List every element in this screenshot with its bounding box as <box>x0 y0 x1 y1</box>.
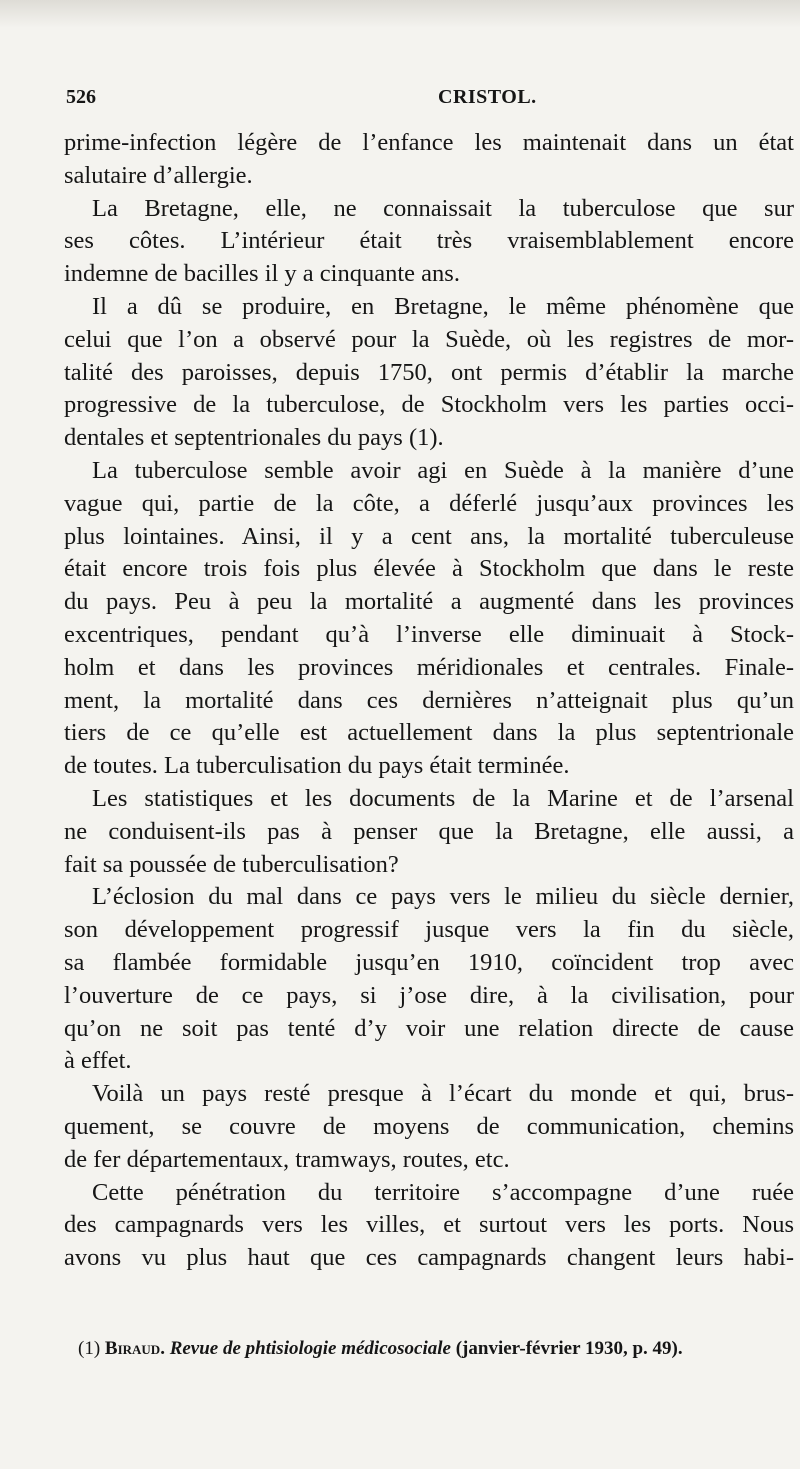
page-header <box>66 86 766 116</box>
text-line: qu’on ne soit pas tenté d’y voir une relation directe de cause <box>64 1014 794 1042</box>
text-line: La Bretagne, elle, ne connaissait la tuberculose que sur <box>92 194 794 222</box>
text-line: Voilà un pays resté presque à l’écart du monde et qui, brus- <box>92 1080 794 1108</box>
footnote-author: Biraud. <box>104 1338 165 1359</box>
text-line: avons vu plus haut que ces campagnards changent leurs habi- <box>64 1244 794 1272</box>
text-line: de toutes. La tuberculisation du pays était terminée. <box>64 752 570 780</box>
text-line: Cette pénétration du territoire s’accompagne d’une ruée <box>92 1178 794 1206</box>
footnote-title: Revue de phtisiologie médicosociale <box>169 1338 451 1359</box>
page-number: 526 <box>66 86 96 108</box>
running-head: CRISTOL. <box>438 86 537 108</box>
text-line: vague qui, partie de la côte, a déferlé jusqu’aux provinces les <box>64 489 794 517</box>
text-line: du pays. Peu à peu la mortalité a augmenté dans les provinces <box>64 588 794 616</box>
text-line: salutaire d’allergie. <box>64 161 253 189</box>
text-line: fait sa poussée de tuberculisation? <box>64 850 399 878</box>
text-line: Les statistiques et les documents de la Marine et de l’arsenal <box>92 784 794 812</box>
text-line: dentales et septentrionales du pays (1). <box>64 424 444 452</box>
text-line: talité des paroisses, depuis 1750, ont permis d’établir la marche <box>64 358 794 386</box>
text-line: ses côtes. L’intérieur était très vraisemblablement encore <box>64 227 794 255</box>
text-line: l’ouverture de ce pays, si j’ose dire, à la civilisation, pour <box>64 981 794 1009</box>
text-line: excentriques, pendant qu’à l’inverse elle diminuait à Stock- <box>64 620 794 648</box>
footnote <box>78 1338 778 1360</box>
text-line: celui que l’on a observé pour la Suède, où les registres de mor- <box>64 325 794 353</box>
text-line: tiers de ce qu’elle est actuellement dans la plus septentrionale <box>64 719 794 747</box>
text-line: L’éclosion du mal dans ce pays vers le milieu du siècle dernier, <box>92 883 794 911</box>
text-line: quement, se couvre de moyens de communication, chemins <box>64 1112 794 1140</box>
footnote-marker: (1) <box>78 1338 101 1359</box>
text-line: des campagnards vers les villes, et surtout vers les ports. Nous <box>64 1211 794 1239</box>
text-line: ne conduisent-ils pas à penser que la Bretagne, elle aussi, a <box>64 817 794 845</box>
text-line: sa flambée formidable jusqu’en 1910, coïncident trop avec <box>64 948 794 976</box>
text-line: était encore trois fois plus élevée à Stockholm que dans le reste <box>64 555 794 583</box>
text-line: ment, la mortalité dans ces dernières n’atteignait plus qu’un <box>64 686 794 714</box>
footnote-details: (janvier-février 1930, p. 49). <box>455 1338 683 1359</box>
text-line: progressive de la tuberculose, de Stockholm vers les parties occi- <box>64 391 794 419</box>
scan-shadow <box>0 0 800 28</box>
text-line: de fer départementaux, tramways, routes, etc. <box>64 1145 510 1173</box>
text-line: La tuberculose semble avoir agi en Suède à la manière d’une <box>92 456 794 484</box>
text-line: à effet. <box>64 1047 132 1075</box>
text-line: holm et dans les provinces méridionales et centrales. Finale- <box>64 653 794 681</box>
body-text <box>64 127 794 1275</box>
text-line: indemne de bacilles il y a cinquante ans. <box>64 260 460 288</box>
text-line: prime-infection légère de l’enfance les maintenait dans un état <box>64 129 794 156</box>
text-line: plus lointaines. Ainsi, il y a cent ans, la mortalité tuberculeuse <box>64 522 794 550</box>
text-line: son développement progressif jusque vers la fin du siècle, <box>64 916 794 944</box>
text-line: Il a dû se produire, en Bretagne, le même phénomène que <box>92 292 794 320</box>
